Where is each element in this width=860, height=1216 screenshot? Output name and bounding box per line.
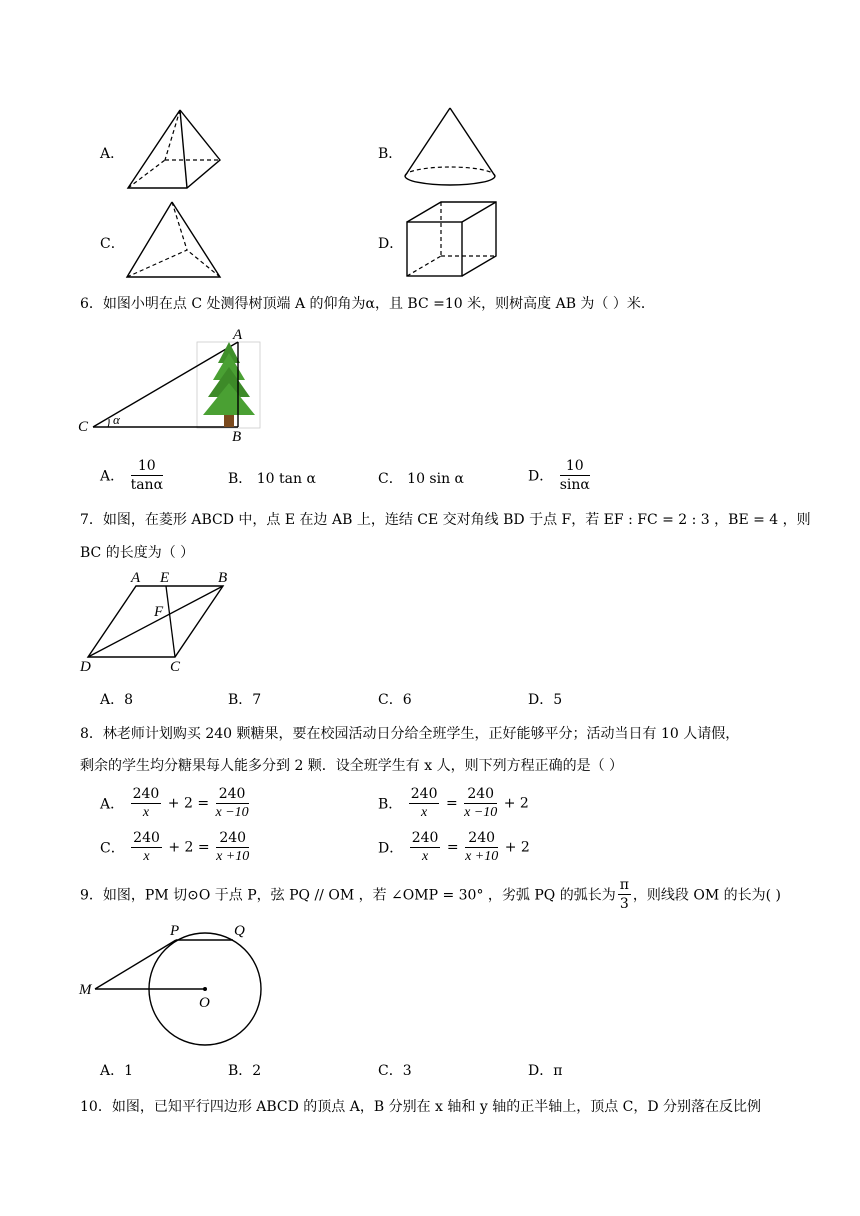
q6-option-d-label: D．: [528, 468, 554, 485]
q5-cube-figure: [405, 200, 500, 278]
q9-label-m: M: [79, 982, 92, 998]
q9-stem: 9．如图，PM 切⊙O 于点 P，弦 PQ // OM ，若 ∠OMP = 30° ，劣弧 PQ 的弧长为 $\frac{\pi}{3}$ ，则线段 OM 的长为( ): [80, 877, 782, 912]
q6-option-c: C． 10 sin α: [378, 471, 465, 487]
q5-option-a-label: A．: [100, 146, 125, 162]
q9-label-o: O: [199, 995, 210, 1011]
q5-option-b-label: B．: [378, 146, 403, 162]
q6-option-a-fraction: $\frac{10}{\tan\alpha}$: [130, 458, 164, 493]
q6-label-c: C: [78, 419, 89, 435]
q6-label-alpha: α: [113, 412, 120, 427]
q5-cone-figure: [403, 106, 498, 188]
q8-option-b: B． $\frac{240}{x}$ = $\frac{240}{x -10}$ + 2: [378, 786, 529, 820]
q8-stem-line1: 8．林老师计划购买 240 颗糖果，要在校园活动日分给全班学生，正好能够平分；活动当日有 10 人请假，: [80, 726, 740, 742]
q7-label-d: D: [80, 659, 91, 675]
q7-option-d: D．5: [528, 692, 563, 708]
q7-label-c: C: [170, 659, 181, 675]
q9-option-b: B．2: [228, 1063, 262, 1079]
q7-option-c: C．6: [378, 692, 412, 708]
q6-option-b: B． 10 tan α: [228, 471, 316, 487]
q5-option-d-label: D．: [378, 236, 404, 252]
q7-rhombus-figure: [78, 568, 253, 673]
q6-stem: 6．如图小明在点 C 处测得树顶端 A 的仰角为α，且 BC =10 米，则树高度 AB 为（ ）米．: [80, 296, 655, 312]
q7-option-a: A．8: [100, 692, 134, 708]
q7-stem-line1: 7．如图，在菱形 ABCD 中，点 E 在边 AB 上，连结 CE 交对角线 BD 于点 F，若 EF : FC = 2 : 3 ，BE = 4 ，则: [80, 512, 811, 528]
q6-option-a-label: A．: [100, 468, 125, 485]
q7-label-e: E: [160, 570, 170, 586]
q5-pyramid-figure: [125, 108, 225, 190]
q6-option-d: [528, 457, 592, 494]
q8-option-d: D． $\frac{240}{x}$ = $\frac{240}{x +10}$ + 2: [378, 830, 530, 864]
q10-stem: 10．如图，已知平行四边形 ABCD 的顶点 A，B 分别在 x 轴和 y 轴的正半轴上，顶点 C，D 分别落在反比例: [80, 1099, 762, 1115]
q7-option-b: B．7: [228, 692, 262, 708]
q7-label-b: B: [218, 570, 228, 586]
q8-option-a: A． $\frac{240}{x}$ + 2 = $\frac{240}{x -10}$: [100, 786, 249, 820]
q8-stem-line2: 剩余的学生均分糖果每人能多分到 2 颗．设全班学生有 x 人，则下列方程正确的是（ ）: [80, 758, 624, 774]
q9-option-a: A．1: [100, 1063, 134, 1079]
q9-label-p: P: [170, 923, 180, 939]
q6-option-d-fraction: $\frac{10}{\sin\alpha}$: [559, 458, 590, 493]
q5-tetra-figure: [125, 200, 225, 280]
q7-stem-line2: BC 的长度为（ ）: [80, 545, 195, 561]
q9-option-d: D．π: [528, 1063, 563, 1079]
q9-label-q: Q: [234, 923, 245, 939]
q9-option-c: C．3: [378, 1063, 412, 1079]
q6-option-a: [100, 457, 165, 494]
q5-option-c-label: C．: [100, 236, 125, 252]
q8-option-c: C． $\frac{240}{x}$ + 2 = $\frac{240}{x +10}$: [100, 830, 250, 864]
q6-label-a: A: [233, 327, 243, 343]
q9-circle-figure: [78, 920, 268, 1045]
q7-label-a: A: [131, 570, 141, 586]
q7-label-f: F: [154, 604, 164, 620]
q6-label-b: B: [232, 429, 242, 445]
q6-tree-figure: [75, 325, 270, 445]
